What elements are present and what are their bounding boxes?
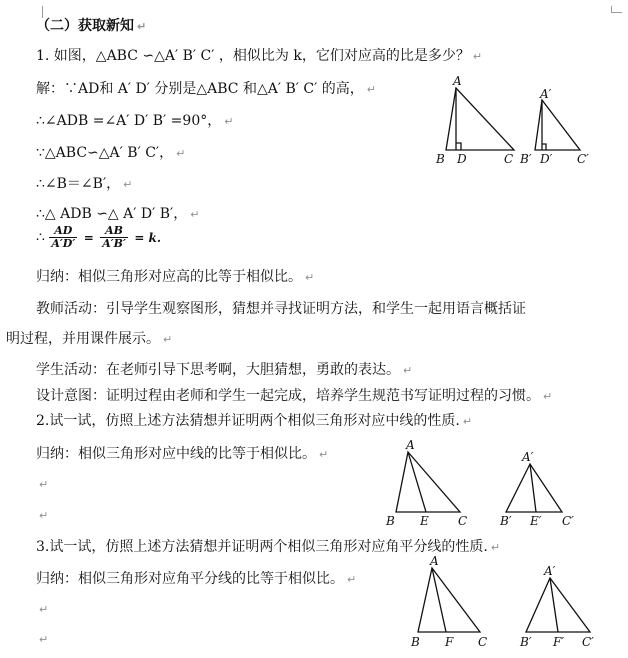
label-a: A (453, 74, 462, 88)
label-b-prime: B′ (520, 152, 532, 166)
empty-paragraph: ↵ (39, 478, 49, 491)
empty-paragraph: ↵ (39, 603, 49, 616)
design-intent: 设计意图：证明过程由老师和学生一起完成，培养学生规范书写证明过程的习惯。 ↵ (36, 388, 553, 404)
proof-step-4: ∴△ ADB ∽△ A′ D′ B′， ↵ (36, 206, 200, 222)
label-b: B (411, 635, 420, 649)
label-f: F (445, 635, 454, 649)
triangle-a2b2c2-median (506, 464, 562, 512)
empty-paragraph: ↵ (39, 509, 49, 522)
question-3: 3.试一试，仿照上述方法猜想并证明两个相似三角形对应角平分线的性质. ↵ (36, 539, 501, 555)
label-d: D (457, 152, 467, 166)
label-a: A (406, 438, 415, 452)
median-ae (408, 452, 426, 512)
right-angle-mark (456, 143, 461, 150)
proof-step-3: ∴∠B＝∠B′， ↵ (36, 176, 133, 192)
label-b: B (436, 152, 445, 166)
section-title: （二）获取新知 ↵ (36, 18, 147, 34)
label-a-prime: A′ (544, 564, 556, 578)
question-1: 1. 如图，△ABC ∽△A′ B′ C′ ，相似比为 k，它们对应高的比是多少？ ↵ (36, 48, 483, 64)
triangle-abc-median (396, 452, 460, 512)
figure-median (384, 434, 584, 530)
label-c: C (504, 152, 514, 166)
proof-step-1: ∴∠ADB =∠A′ D′ B′ =90°， ↵ (36, 113, 234, 129)
figure-bisector (408, 556, 608, 656)
label-f-prime: F′ (553, 635, 565, 649)
label-c-prime: C′ (582, 635, 594, 649)
figure-altitude (432, 74, 602, 168)
label-a: A (430, 556, 439, 568)
proof-step-2: ∵△ABC∽△A′ B′ C′， ↵ (36, 145, 186, 161)
label-b: B (386, 514, 395, 528)
label-a-prime: A′ (522, 450, 534, 464)
question-2: 2.试一试，仿照上述方法猜想并证明两个相似三角形对应中线的性质. ↵ (36, 413, 473, 429)
summary-bisector: 归纳：相似三角形对应角平分线的比等于相似比。 ↵ (36, 571, 357, 587)
teacher-activity: 教师活动：引导学生观察图形，猜想并寻找证明方法，和学生一起用语言概括证 (36, 301, 526, 317)
label-c: C (478, 635, 488, 649)
triangle-a2b2c2 (535, 100, 580, 150)
teacher-activity-cont: 明过程，并用课件展示。 ↵ (6, 331, 173, 347)
summary-altitude: 归纳：相似三角形对应高的比等于相似比。 ↵ (36, 269, 315, 285)
label-c: C (458, 514, 468, 528)
page-corner-mark (611, 6, 622, 13)
label-d-prime: D′ (540, 152, 553, 166)
label-e: E (420, 514, 429, 528)
label-c-prime: C′ (577, 152, 589, 166)
triangle-abc (446, 88, 514, 150)
label-c-prime: C′ (562, 514, 574, 528)
proof-step-5-ratio: ∴ $\frac{AD}{A'D'}$ = $\frac{AB}{A'B'}$ = k. (36, 224, 162, 250)
triangle-abc-bisector (418, 568, 480, 632)
label-b-prime: B′ (500, 514, 512, 528)
label-a-prime: A′ (540, 87, 552, 101)
empty-paragraph: ↵ (39, 633, 49, 646)
fraction-ab: $\frac{AB}{A'B'}$ (102, 224, 126, 250)
label-b-prime: B′ (520, 635, 532, 649)
student-activity: 学生活动：在老师引导下思考啊，大胆猜想，勇敢的表达。 ↵ (36, 362, 413, 378)
solution-line: 解：∵AD和 A′ D′ 分别是△ABC 和△A′ B′ C′ 的高， ↵ (36, 81, 376, 97)
triangle-a2b2c2-bisector (526, 578, 590, 632)
label-e-prime: E′ (530, 514, 542, 528)
fraction-ad: $\frac{AD}{A'D'}$ (51, 224, 76, 250)
summary-median: 归纳：相似三角形对应中线的比等于相似比。 ↵ (36, 446, 329, 462)
